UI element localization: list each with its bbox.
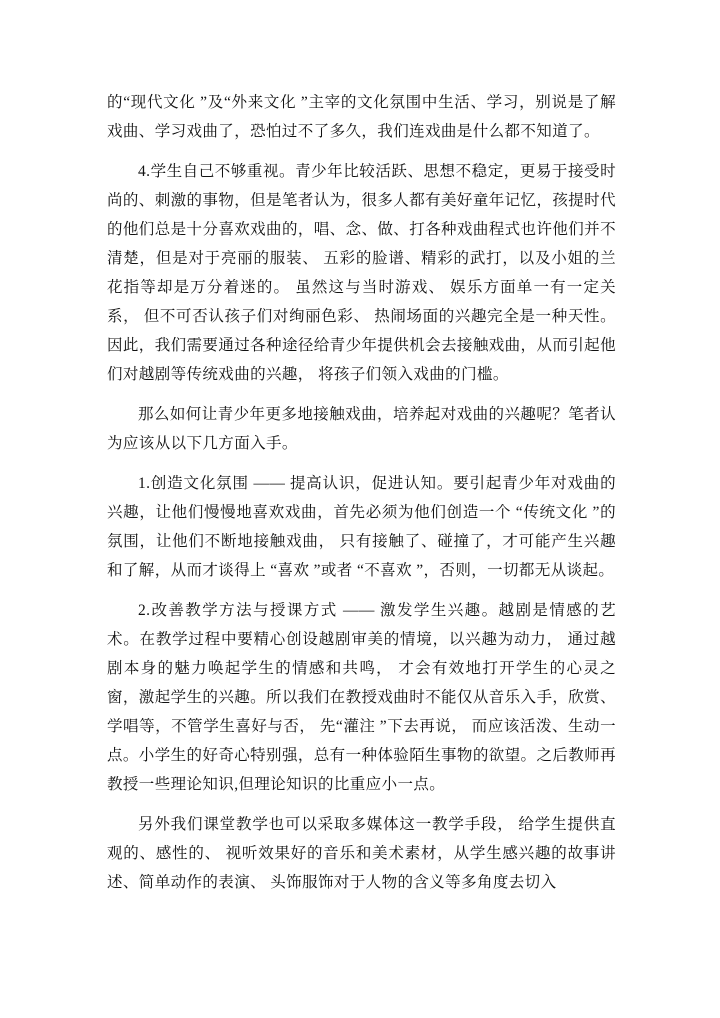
document-body — [107, 88, 616, 897]
paragraph: 那么如何让青少年更多地接触戏曲，培养起对戏曲的兴趣呢？笔者认为应该从以下几方面入手。 — [107, 406, 616, 452]
paragraph: 2.改善教学方法与授课方式 —— 激发学生兴趣。越剧是情感的艺术。在教学过程中要精心创设越剧审美的情境，以兴趣为动力， 通过越剧本身的魅力唤起学生的情感和共鸣， 才会有效地打开学生的心灵之窗，激起学生的兴趣。所以我们在教授戏曲时不能仅从音乐入手，欣赏、学唱等，不管学生喜好与否， 先“灌注 ”下去再说， 而应该活泼、生动一点。小学生的好奇心特别强，总有一种体验陌生事物的欲望。之后教师再教授一些理论知识,但理论知识的比重应小一点。 — [107, 602, 616, 793]
paragraph: 4.学生自己不够重视。青少年比较活跃、思想不稳定，更易于接受时尚的、刺激的事物，但是笔者认为，很多人都有美好童年记忆，孩提时代的他们总是十分喜欢戏曲的，唱、念、做、打各种戏曲程式也许他们并不清楚，但是对于亮丽的服装、 五彩的脸谱、精彩的武打，以及小姐的兰花指等却是万分着迷的。 虽然这与当时游戏、 娱乐方面单一有一定关系， 但不可否认孩子们对绚丽色彩、 热闹场面的兴趣完全是一种天性。 因此，我们需要通过各种途径给青少年提供机会去接触戏曲，从而引起他们对越剧等传统戏曲的兴趣， 将孩子们领入戏曲的门槛。 — [107, 163, 616, 383]
paragraph: 的“现代文化 ”及“外来文化 ”主宰的文化氛围中生活、学习，别说是了解戏曲、学习戏曲了，恐怕过不了多久，我们连戏曲是什么都不知道了。 — [107, 94, 616, 140]
paragraph: 1.创造文化氛围 —— 提高认识，促进认知。要引起青少年对戏曲的兴趣，让他们慢慢地喜欢戏曲，首先必须为他们创造一个 “传统文化 ”的氛围，让他们不断地接触戏曲， 只有接触了、碰撞了，才可能产生兴趣和了解，从而才谈得上 “喜欢 ”或者 “不喜欢 ”，否则，一切都无从谈起。 — [107, 475, 616, 579]
paragraph: 另外我们课堂教学也可以采取多媒体这一教学手段， 给学生提供直观的、感性的、 视听效果好的音乐和美术素材，从学生感兴趣的故事讲述、简单动作的表演、 头饰服饰对于人物的含义等多角度去切入 — [107, 816, 616, 891]
